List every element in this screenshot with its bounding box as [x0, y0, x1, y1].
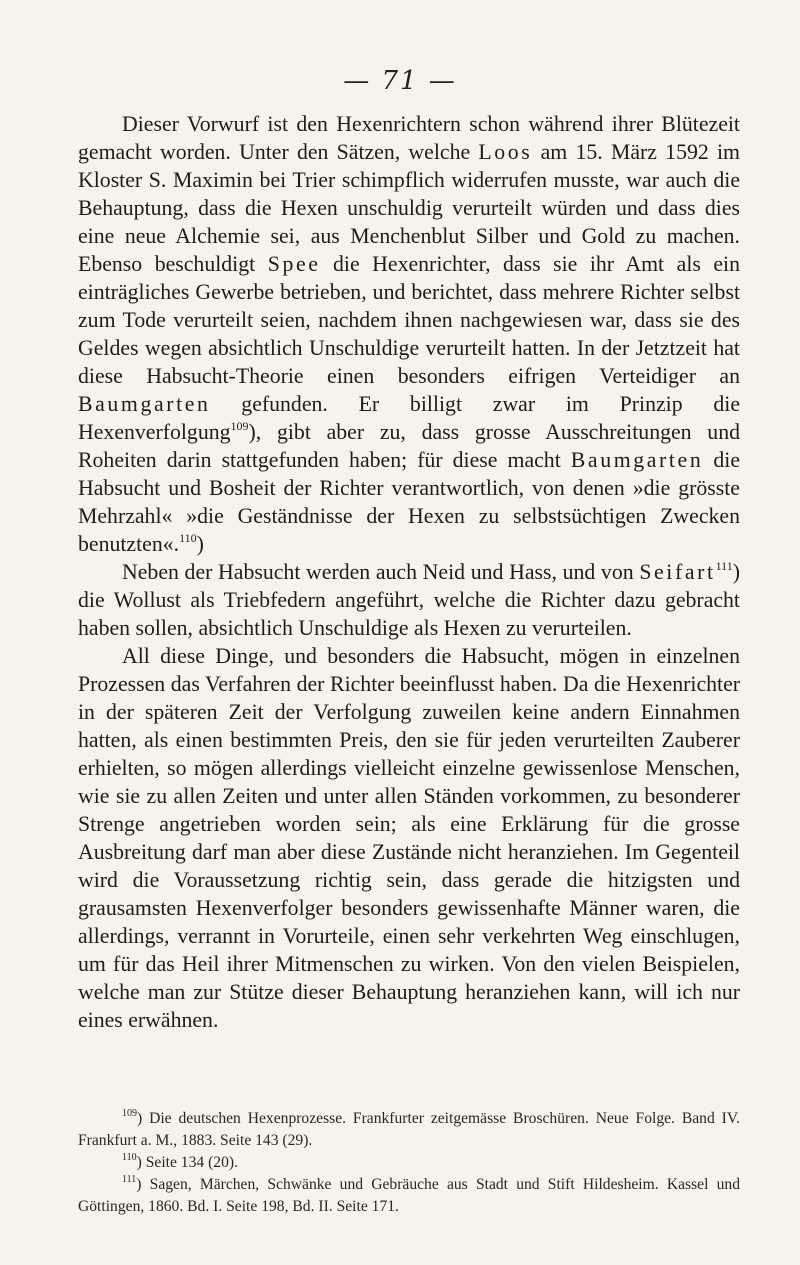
author-name-baumgarten: Baumgarten [570, 448, 704, 472]
text-span: Dieser Vorwurf ist den Hexenrichtern schon während ihrer Blütezeit gemacht worden. Unter den Sätzen, welche [78, 112, 740, 164]
body-text [78, 110, 740, 1034]
footnote-text: ) Seite 134 (20). [136, 1154, 238, 1171]
text-span: ) die Wollust als Triebfedern angeführt, welche die Richter dazu gebracht haben sollen, absichtlich Unschuldige als Hexen zu verurteilen. [78, 560, 740, 640]
text-span: gefunden. Er billigt zwar im Prinzip die Hexenverfolgung [78, 392, 740, 444]
text-span: die Hexenrichter, dass sie ihr Amt als ein einträgliches Gewerbe betrieben, und berichtet, dass mehrere Richter selbst zum Tode verurteilt seien, nachdem ihnen nachgewiesen war, dass sie des Geldes wegen absichtlich Unschuldige verurteilt hatten. In der Jetztzeit hat diese Habsucht-Theorie einen besonders eifrigen Verteidiger an [78, 252, 741, 388]
paragraph [78, 110, 740, 558]
text-span: am 15. März 1592 im Kloster S. Maximin bei Trier schimpflich widerrufen musste, war auch die Behauptung, dass die Hexen unschuldig verurteilt würden und dass dies eine neue Alchemie sei, aus Menchenblut Silber und Gold zu machen. Ebenso beschuldigt [78, 140, 740, 276]
footnote-ref-109: 109 [230, 419, 249, 433]
footnote-ref-111: 111 [715, 559, 733, 573]
footnotes [78, 1108, 740, 1218]
author-name-seifart: Seifart [639, 560, 716, 584]
text-span: ), gibt aber zu, dass grosse Ausschreitungen und Roheiten darin stattgefunden haben; für diese macht [78, 420, 740, 472]
paragraph [78, 558, 740, 642]
page-number: — 71 — [343, 66, 457, 96]
footnote-text: ) Sagen, Märchen, Schwänke und Gebräuche aus Stadt und Stift Hildesheim. Kassel und Göttingen, 1860. Bd. I. Seite 198, Bd. II. Seite 171. [78, 1176, 740, 1215]
footnote [78, 1108, 740, 1152]
paragraph [78, 642, 740, 1034]
text-span: die Habsucht und Bosheit der Richter verantwortlich, von denen »die grösste Mehrzahl« »die Geständnisse der Hexen zu selbstsüchtigen Zwecken benutzten«. [78, 448, 741, 556]
footnote-ref-110: 110 [179, 531, 197, 545]
footnote-mark: 111 [122, 1174, 137, 1185]
footnote [78, 1152, 740, 1174]
text-span: ) [196, 532, 204, 556]
footnote-mark: 109 [122, 1108, 137, 1119]
footnote [78, 1174, 740, 1218]
author-name-baumgarten: Baumgarten [78, 392, 211, 416]
footnote-mark: 110 [122, 1152, 137, 1163]
text-span: Neben der Habsucht werden auch Neid und Hass, und von [122, 560, 640, 584]
author-name-loos: Loos [478, 140, 533, 164]
author-name-spee: Spee [267, 252, 321, 276]
text-span: All diese Dinge, und besonders die Habsucht, mögen in einzelnen Prozessen das Verfahren der Richter beeinflusst haben. Da die Hexenrichter in der späteren Zeit der Verfolgung zuweilen keine andern Einnahmen hatten, als einen bestimmten Preis, den sie für jeden verurteilten Zauberer erhielten, so mögen allerdings vielleicht einzelne gewissenlose Menschen, wie sie zu allen Zeiten und unter allen Ständen vorkommen, zu besonderer Strenge angetrieben worden sein; als eine Erklärung für die grosse Ausbreitung darf man aber diese Zustände nicht heranziehen. Im Gegenteil wird die Voraussetzung richtig sein, dass gerade die hitzigsten und grausamsten Hexenverfolger besonders gewissenhafte Männer waren, die allerdings, verrannt in Vorurteile, einen sehr verkehrten Weg einschlugen, um für das Heil ihrer Mitmenschen zu wirken. Von den vielen Beispielen, welche man zur Stütze dieser Behauptung heranziehen kann, will ich nur eines erwähnen. [78, 644, 740, 1032]
footnote-text: ) Die deutschen Hexenprozesse. Frankfurter zeitgemässe Broschüren. Neue Folge. Band IV. Frankfurt a. M., 1883. Seite 143 (29). [78, 1110, 740, 1149]
